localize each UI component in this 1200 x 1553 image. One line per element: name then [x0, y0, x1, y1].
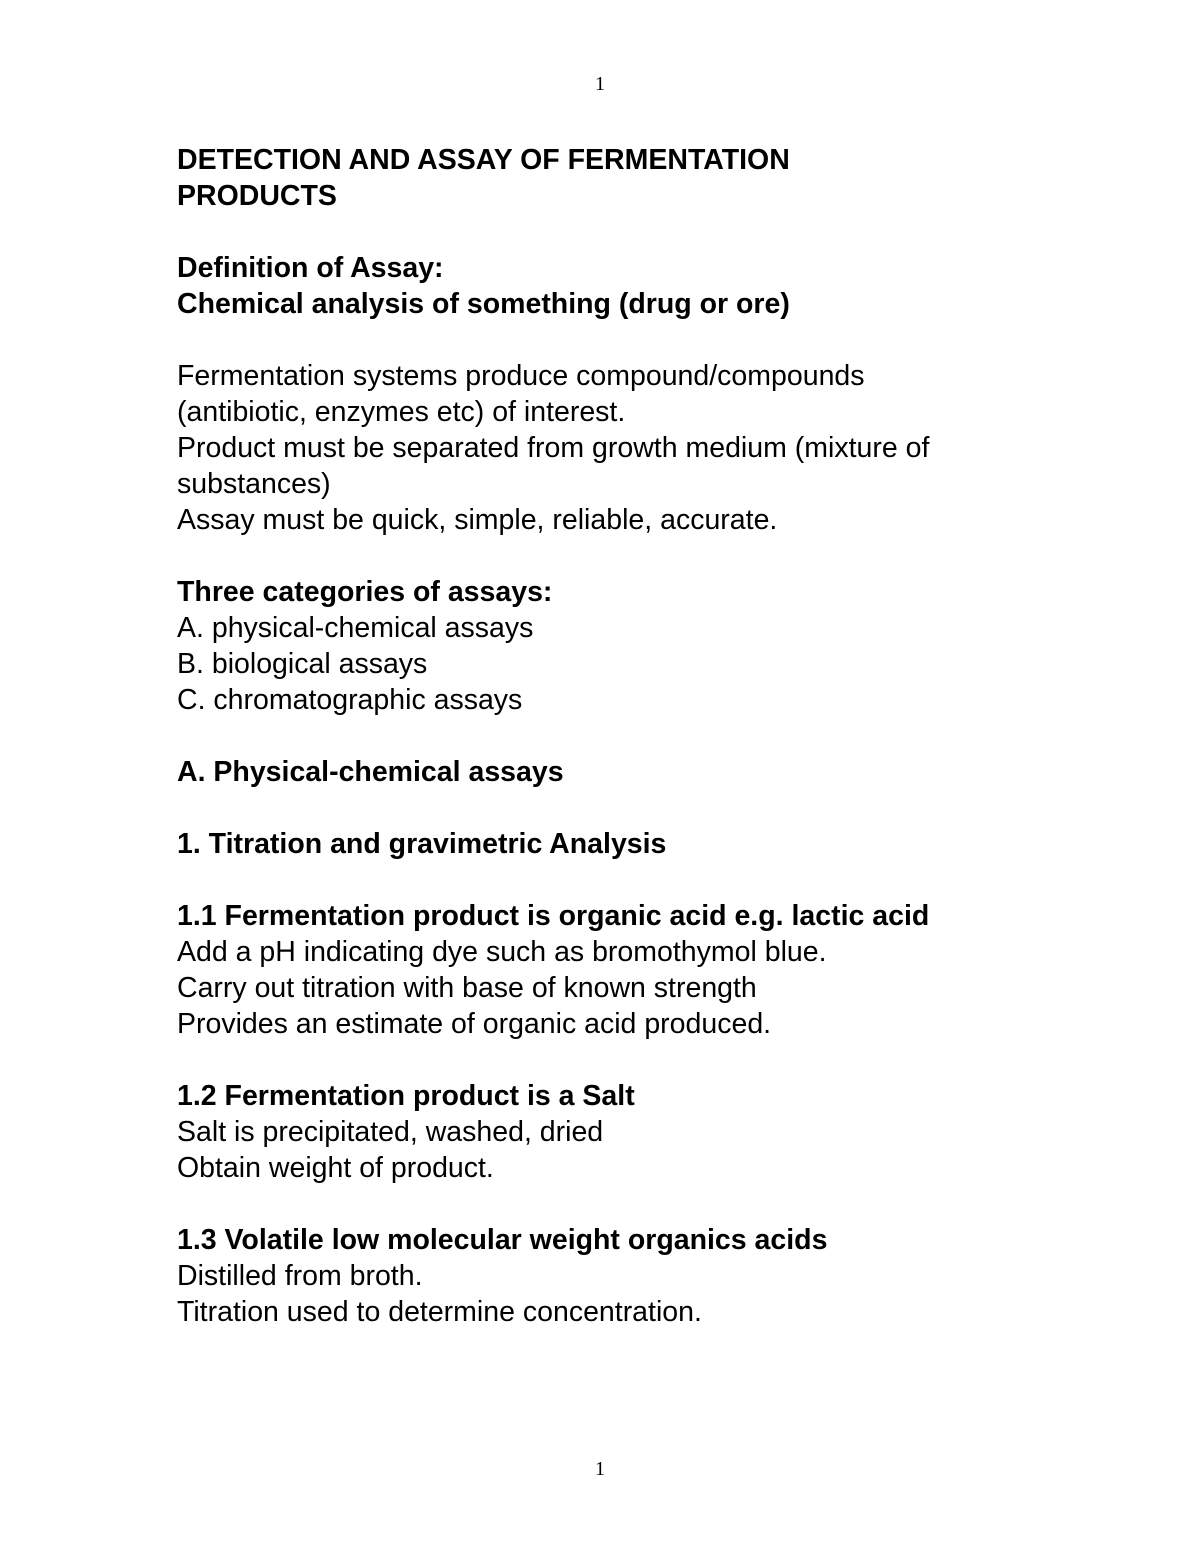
category-item: B. biological assays [177, 648, 428, 680]
subsection-1-1-heading: 1.1 Fermentation product is organic acid e.g. lactic acid [177, 900, 930, 932]
categories-heading: Three categories of assays: [177, 576, 553, 608]
page-number-bottom: 1 [595, 1458, 605, 1480]
section-a-heading: A. Physical-chemical assays [177, 756, 564, 788]
intro-line: Assay must be quick, simple, reliable, accurate. [177, 504, 778, 536]
subsection-1-2-line: Salt is precipitated, washed, dried [177, 1116, 604, 1148]
subsection-1-1-line: Add a pH indicating dye such as bromothymol blue. [177, 936, 827, 968]
subsection-1-2-heading: 1.2 Fermentation product is a Salt [177, 1080, 635, 1112]
document-title-line-2: PRODUCTS [177, 180, 337, 212]
document-body [177, 142, 1137, 1330]
intro-line: Product must be separated from growth medium (mixture of [177, 432, 930, 464]
page-number-top: 1 [595, 73, 605, 95]
subsection-1-3-heading: 1.3 Volatile low molecular weight organics acids [177, 1224, 828, 1256]
section-1-heading: 1. Titration and gravimetric Analysis [177, 828, 667, 860]
subsection-1-3-line: Titration used to determine concentration. [177, 1296, 702, 1328]
subsection-1-1-line: Provides an estimate of organic acid produced. [177, 1008, 772, 1040]
document-title-line-1: DETECTION AND ASSAY OF FERMENTATION [177, 144, 790, 176]
subsection-1-2-line: Obtain weight of product. [177, 1152, 494, 1184]
category-item: C. chromatographic assays [177, 684, 523, 716]
intro-line: (antibiotic, enzymes etc) of interest. [177, 396, 626, 428]
category-item: A. physical-chemical assays [177, 612, 534, 644]
subsection-1-1-line: Carry out titration with base of known strength [177, 972, 757, 1004]
intro-line: Fermentation systems produce compound/compounds [177, 360, 865, 392]
definition-heading: Definition of Assay: [177, 252, 444, 284]
definition-text: Chemical analysis of something (drug or ore) [177, 288, 790, 320]
intro-line: substances) [177, 468, 331, 500]
subsection-1-3-line: Distilled from broth. [177, 1260, 423, 1292]
